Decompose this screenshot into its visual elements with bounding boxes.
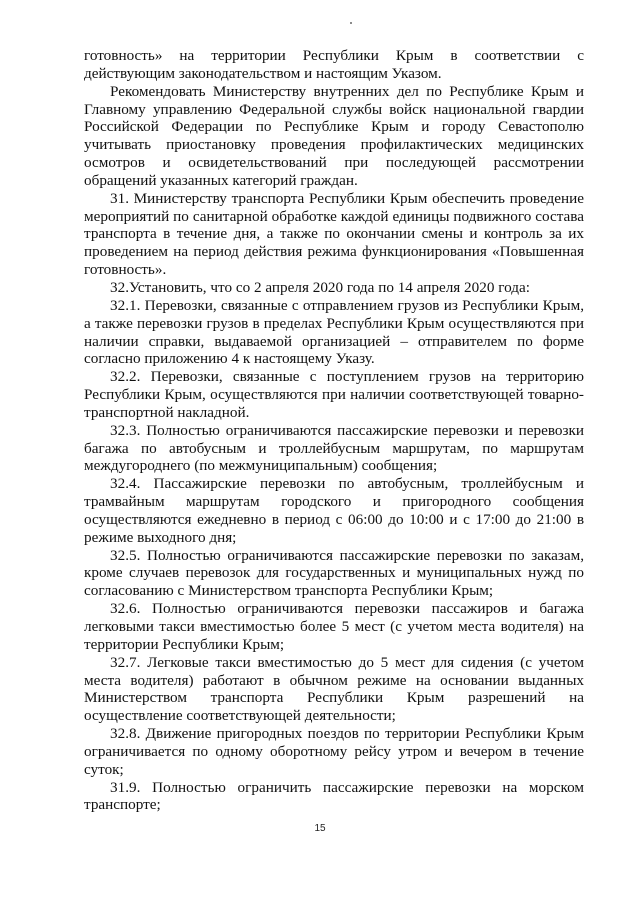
scan-speck — [350, 22, 352, 24]
paragraph: 31. Министерству транспорта Республики Крым обеспечить проведение мероприятий по санитарной обработке каждой единицы подвижного состава транспорта в течение дня, а также по окончании смены и контроль за их проведением на период действия режима функционирования «Повышенная готовность». — [84, 189, 584, 279]
paragraph: 32.1. Перевозки, связанные с отправлением грузов из Республики Крым, а также перевозки грузов в пределах Республики Крым осуществляются при наличии справки, выдаваемой организацией – отправителем по форме согласно приложению 4 к настоящему Указу. — [84, 296, 584, 368]
paragraph: 32.6. Полностью ограничиваются перевозки пассажиров и багажа легковыми такси вместимостью более 5 мест (с учетом места водителя) на территории Республики Крым; — [84, 600, 584, 653]
paragraph: 32.3. Полностью ограничиваются пассажирские перевозки и перевозки багажа по автобусным и троллейбусным маршрутам, по маршрутам междугороднего (по межмуниципальным) сообщения; — [84, 421, 584, 475]
paragraph: 32.7. Легковые такси вместимостью до 5 мест для сидения (с учетом места водителя) работают в обычном режиме на основании выданных Министерством транспорта Республики Крым разрешений на осуществление соответствующей деятельности; — [84, 653, 584, 725]
paragraph: готовность» на территории Республики Крым в соответствии с действующим законодательством и настоящим Указом. — [84, 47, 584, 82]
paragraph: Рекомендовать Министерству внутренних дел по Республике Крым и Главному управлению Федеральной службы войск национальной гвардии Российской Федерации по Республике Крым и городу Севастополю учитывать приостановку проведения профилактических медицинских осмотров и освидетельствований при последующей рассмотрении обращений указанных категорий граждан. — [84, 82, 584, 189]
paragraph: 32.5. Полностью ограничиваются пассажирские перевозки по заказам, кроме случаев перевозок для государственных и муниципальных нужд по согласованию с Министерством транспорта Республики Крым; — [84, 546, 584, 600]
paragraph: 32.4. Пассажирские перевозки по автобусным, троллейбусным и трамвайным маршрутам городского и пригородного сообщения осуществляются ежедневно в период с 06:00 до 10:00 и с 17:00 до 21:00 в режиме выходного дня; — [84, 475, 584, 546]
paragraph: 32.8. Движение пригородных поездов по территории Республики Крым ограничивается по одному оборотному рейсу утром и вечером в течение суток; — [84, 725, 584, 778]
page-number: 15 — [314, 823, 326, 834]
paragraph: 32.2. Перевозки, связанные с поступлением грузов на территорию Республики Крым, осуществляются при наличии соответствующей товарно-транспортной накладной. — [84, 368, 584, 421]
document-body — [84, 47, 584, 814]
paragraph: 31.9. Полностью ограничить пассажирские перевозки на морском транспорте; — [84, 778, 584, 814]
paragraph: 32.Установить, что со 2 апреля 2020 года по 14 апреля 2020 года: — [110, 278, 530, 296]
